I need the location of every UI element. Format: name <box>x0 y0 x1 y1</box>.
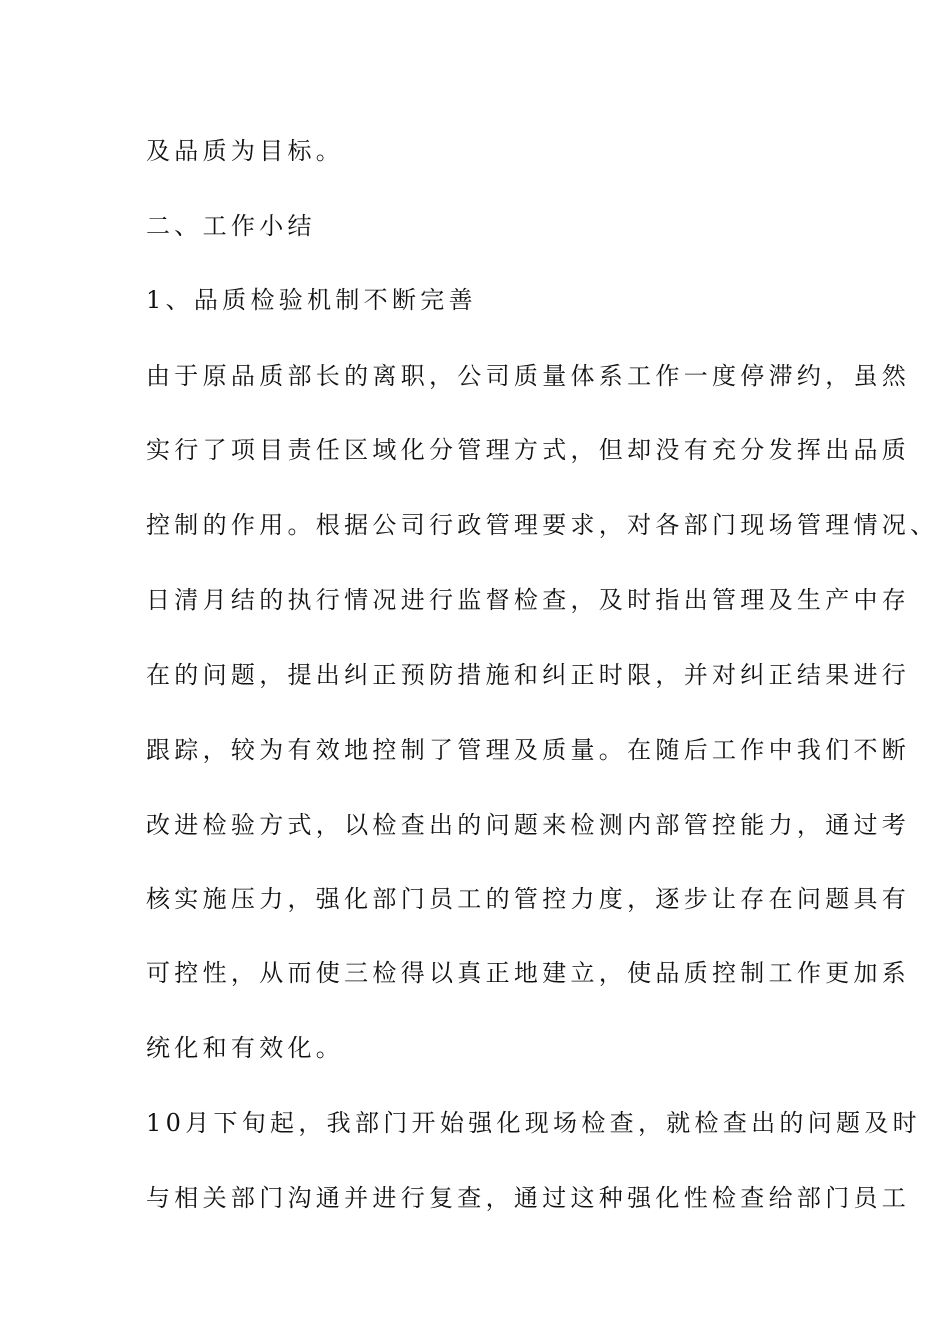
body-text-line: 由于原品质部长的离职，公司质量体系工作一度停滞约，虽然 <box>146 362 911 390</box>
body-text-line: 日清月结的执行情况进行监督检查，及时指出管理及生产中存 <box>146 586 911 614</box>
body-text-line: 与相关部门沟通并进行复查，通过这种强化性检查给部门员工 <box>146 1184 911 1212</box>
body-text-line: 核实施压力，强化部门员工的管控力度，逐步让存在问题具有 <box>146 885 911 913</box>
body-text-line: 统化和有效化。 <box>146 1034 345 1062</box>
section-heading: 二、工作小结 <box>146 212 316 240</box>
subsection-heading: 1、品质检验机制不断完善 <box>146 286 477 314</box>
body-text-line: 实行了项目责任区域化分管理方式，但却没有充分发挥出品质 <box>146 436 911 464</box>
body-text-line: 10月下旬起，我部门开始强化现场检查，就检查出的问题及时 <box>146 1109 921 1137</box>
body-text-line: 控制的作用。根据公司行政管理要求，对各部门现场管理情况、 <box>146 511 939 539</box>
paragraph-continuation-line: 及品质为目标。 <box>146 137 345 165</box>
body-text-line: 改进检验方式，以检查出的问题来检测内部管控能力，通过考 <box>146 811 911 839</box>
body-text-line: 在的问题，提出纠正预防措施和纠正时限，并对纠正结果进行 <box>146 661 911 689</box>
body-text-line: 可控性，从而使三检得以真正地建立，使品质控制工作更加系 <box>146 959 911 987</box>
body-text-line: 跟踪，较为有效地控制了管理及质量。在随后工作中我们不断 <box>146 736 911 764</box>
